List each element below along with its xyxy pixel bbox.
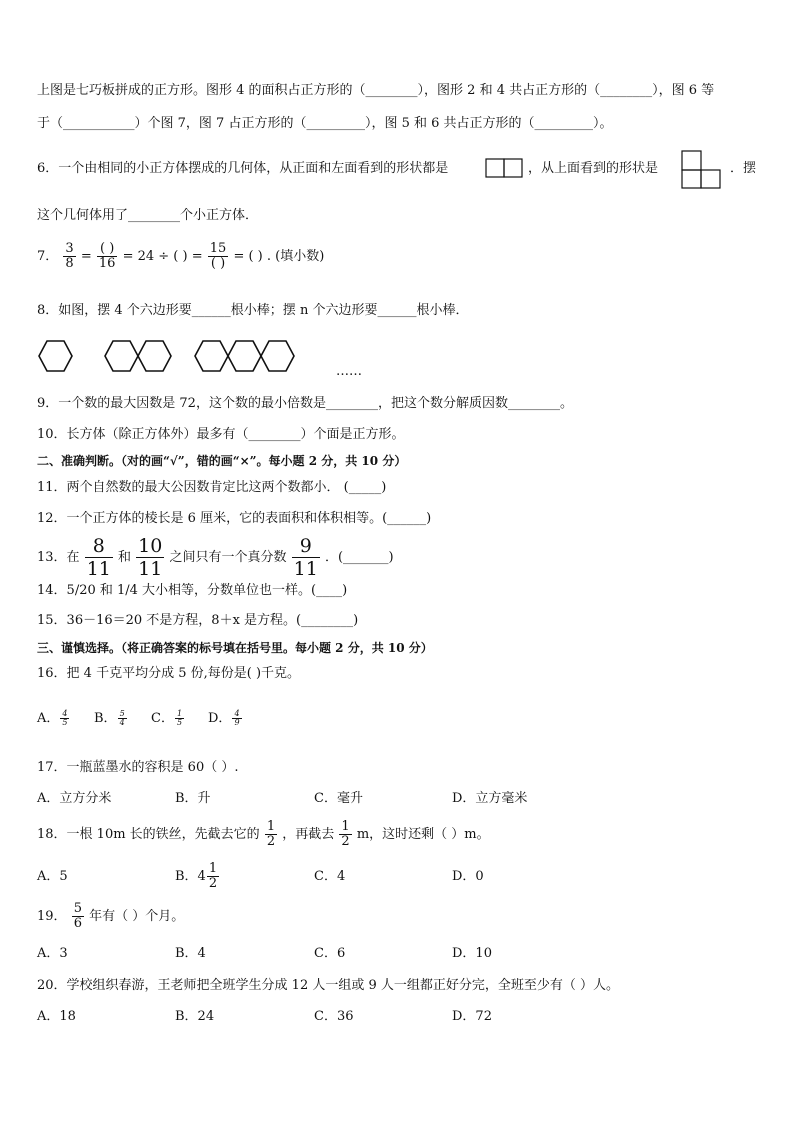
hexagon-2a xyxy=(105,341,138,371)
q6-line1 xyxy=(37,160,448,178)
q19-option-a: A．3 xyxy=(37,946,68,961)
section-3-heading: 三、谨慎选择。（将正确答案的标号填在括号里。每小题 2 分，共 10 分） xyxy=(37,641,433,655)
q20-option-c: C．36 xyxy=(314,1009,354,1024)
q16-option-a: A． $\frac{4}{5}$ xyxy=(37,709,68,727)
q18-option-b: B．4 $\frac{1}{2}$ xyxy=(175,861,218,891)
q13-fraction-3: $\frac{9}{11}$ xyxy=(293,535,318,580)
q18-option-c: C．4 xyxy=(314,869,346,884)
q13-fraction-2: $\frac{10}{11}$ xyxy=(138,535,163,580)
q13-fraction-1: $\frac{8}{11}$ xyxy=(86,535,111,580)
q18-option-a: A．5 xyxy=(37,869,68,884)
q17-text: 17．一瓶蓝墨水的容积是 60（ ）. xyxy=(37,760,239,775)
q5-line1: 上图是七巧板拼成的正方形。图形 4 的面积占正方形的（________），图形 2 和 4 共占正方形的（________），图 6 等 xyxy=(37,83,715,98)
front-view-shape xyxy=(485,158,525,180)
hexagon-3c xyxy=(261,341,294,371)
q14-text: 14．5/20 和 1/4 大小相等，分数单位也一样。(____) xyxy=(37,583,348,598)
q19-option-d: D．10 xyxy=(452,946,492,961)
q16-text: 16．把 4 千克平均分成 5 份,每份是( )千克。 xyxy=(37,666,301,681)
q18-line: 18．一根 10m 长的铁丝，先截去它的 $\frac{1}{2}$ ，再截去 $\frac{1}{2}$ m，这时还剩（ ）m。 xyxy=(37,819,490,849)
q5-line2: 于（___________）个图 7，图 7 占正方形的（_________），图 5 和 6 共占正方形的（_________）。 xyxy=(37,116,613,131)
q10-text: 10．长方体（除正方体外）最多有（________）个面是正方形。 xyxy=(37,427,405,442)
q17-option-d: D．立方毫米 xyxy=(452,791,528,806)
q20-option-a: A．18 xyxy=(37,1009,76,1024)
q16-option-b: B． $\frac{5}{4}$ xyxy=(94,709,125,727)
q20-text: 20．学校组织春游，王老师把全班学生分成 12 人一组或 9 人一组都正好分完，全班至少有（ ）人。 xyxy=(37,978,620,993)
hexagon-1 xyxy=(39,341,72,371)
q7-line: 7． $\frac{3}{8}$ = $\frac{( )}{16}$ = 24 ÷ ( ) = $\frac{15}{( )}$ = ( ) . (填小数) xyxy=(37,241,325,271)
q7-number: 7． xyxy=(37,249,59,264)
hexagon-3b xyxy=(228,341,261,371)
hexagon-figures xyxy=(37,336,357,380)
q20-option-d: D．72 xyxy=(452,1009,492,1024)
section-2-heading: 二、准确判断。（对的画“√”，错的画“×”。每小题 2 分，共 10 分） xyxy=(37,454,407,468)
q16-option-c: C． $\frac{1}{5}$ xyxy=(151,709,183,727)
q7-fraction-3: $\frac{15}{( )}$ xyxy=(209,241,227,271)
q7-fraction-2: $\frac{( )}{16}$ xyxy=(98,241,116,271)
q19-line: 19． $\frac{5}{6}$ 年有（ ）个月。 xyxy=(37,901,185,931)
q12-text: 12．一个正方体的棱长是 6 厘米，它的表面积和体积相等。(______) xyxy=(37,511,432,526)
q19-fraction: $\frac{5}{6}$ xyxy=(73,901,82,931)
hexagon-2b xyxy=(138,341,171,371)
q15-text: 15．36－16＝20 不是方程，8＋x 是方程。(________) xyxy=(37,613,359,628)
q18-fraction-1: $\frac{1}{2}$ xyxy=(266,819,276,849)
q8-ellipsis: …… xyxy=(336,364,362,379)
q7-fraction-1: $\frac{3}{8}$ xyxy=(65,241,74,271)
q20-option-b: B．24 xyxy=(175,1009,215,1024)
q6-text-b: ，从上面看到的形状是 xyxy=(528,161,659,176)
q17-option-b: B．升 xyxy=(175,791,211,806)
q19-option-b: B．4 xyxy=(175,946,206,961)
q18-fraction-2: $\frac{1}{2}$ xyxy=(341,819,350,849)
top-view-shape xyxy=(681,150,723,190)
q11-text: 11．两个自然数的最大公因数肯定比这两个数都小． (_____) xyxy=(37,480,387,495)
q17-option-a: A．立方分米 xyxy=(37,791,112,806)
q9-text: 9．一个数的最大因数是 72，这个数的最小倍数是________，把这个数分解质因数________。 xyxy=(37,396,573,411)
q6-line2: 这个几何体用了________个小正方体． xyxy=(37,208,259,223)
q18-option-d: D．0 xyxy=(452,869,484,884)
q17-option-c: C．毫升 xyxy=(314,791,363,806)
q6-text-a: 6．一个由相同的小正方体摆成的几何体，从正面和左面看到的形状都是 xyxy=(37,161,449,176)
q6-text-c: ．摆 xyxy=(730,161,757,176)
q13-line: 13．在 $\frac{8}{11}$ 和 $\frac{10}{11}$ 之间只有一个真分数 $\frac{9}{11}$ ．(_______) xyxy=(37,535,394,580)
hexagon-3a xyxy=(195,341,228,371)
q19-option-c: C．6 xyxy=(314,946,346,961)
q8-text: 8．如图，摆 4 个六边形要______根小棒；摆 n 个六边形要______根小棒． xyxy=(37,303,469,318)
q16-option-d: D． $\frac{4}{9}$ xyxy=(208,709,240,727)
